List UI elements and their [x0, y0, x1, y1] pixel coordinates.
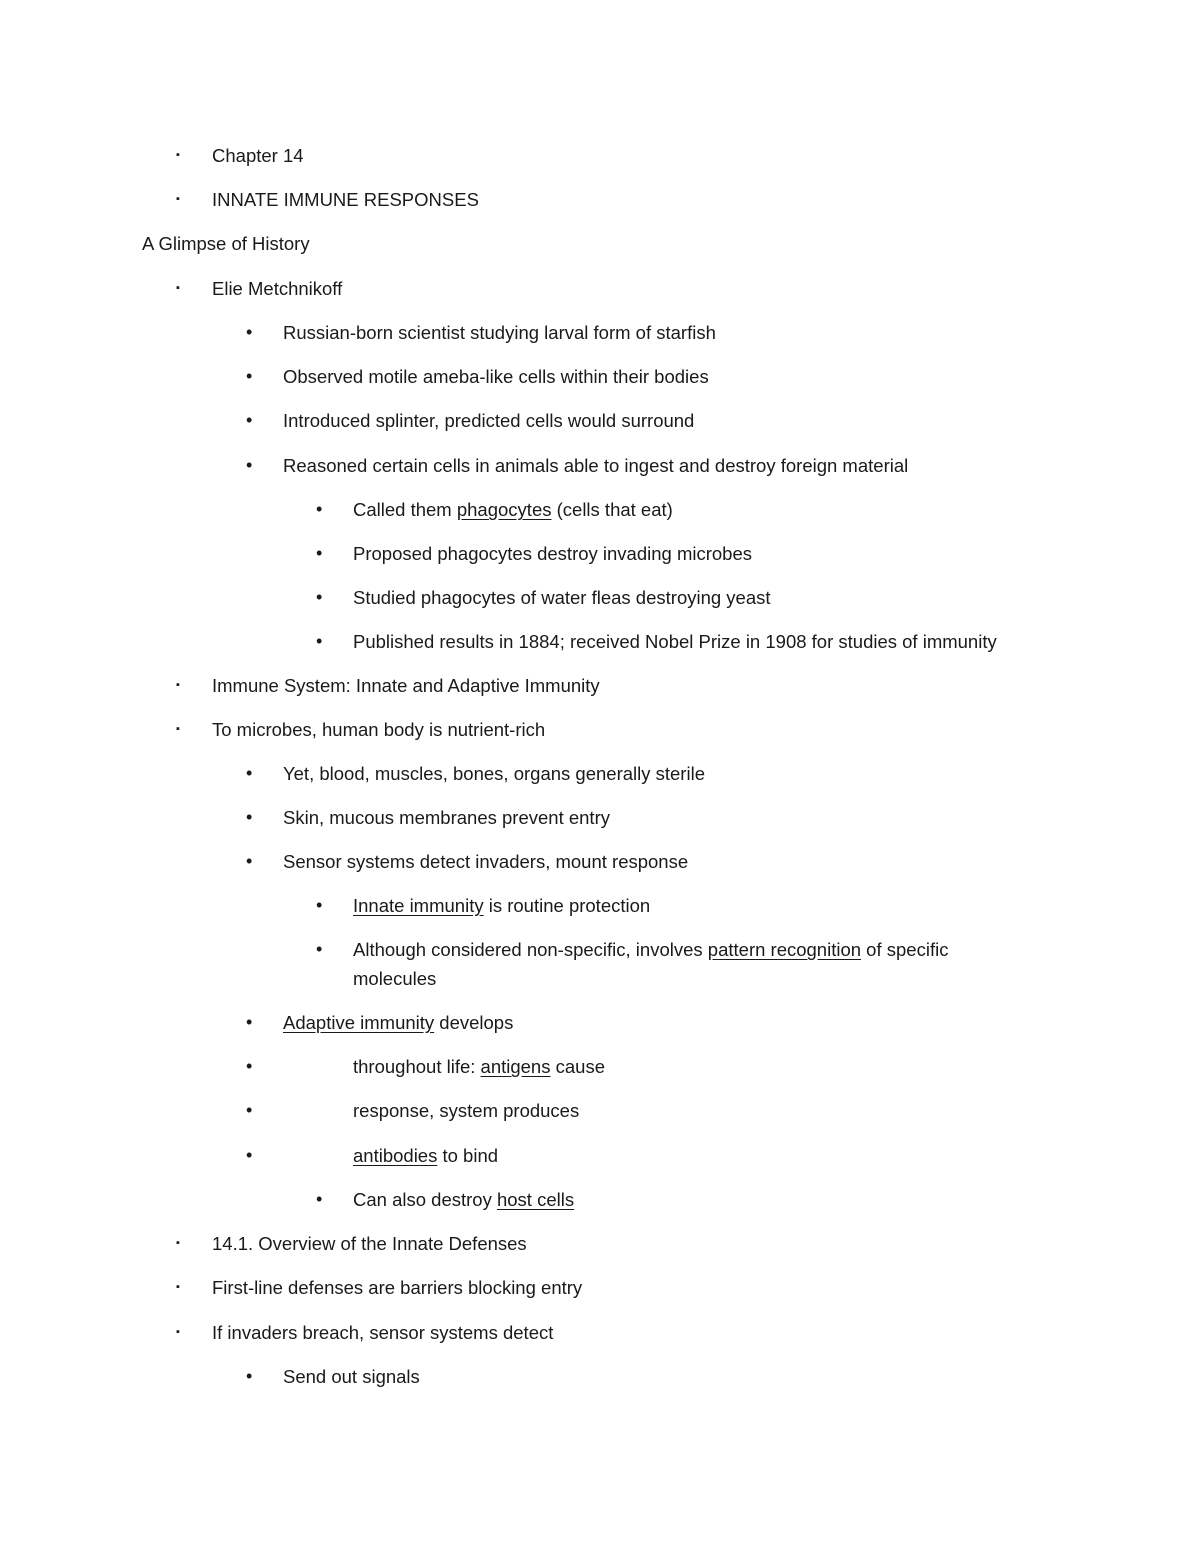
list-item: response, system produces	[353, 1100, 580, 1121]
square-bullet-icon: ▪	[176, 1237, 180, 1249]
square-bullet-icon: ▪	[176, 723, 180, 735]
square-bullet-icon: ▪	[176, 679, 180, 691]
list-item: Proposed phagocytes destroy invading microbes	[353, 543, 753, 564]
dot-bullet-icon: •	[316, 631, 323, 651]
dot-bullet-icon: •	[246, 1366, 253, 1386]
dot-bullet-icon: •	[246, 1100, 253, 1120]
list-item: Although considered non-specific, involves pattern recognition of specific	[353, 939, 949, 960]
dot-bullet-icon: •	[246, 1145, 253, 1165]
square-bullet-icon: ▪	[176, 1281, 180, 1293]
dot-bullet-icon: •	[316, 499, 323, 519]
antibodies-term: antibodies	[353, 1145, 438, 1166]
square-bullet-icon: ▪	[176, 1326, 180, 1338]
dot-bullet-icon: •	[316, 939, 323, 959]
list-item: Published results in 1884; received Nobel Prize in 1908 for studies of immunity	[353, 631, 997, 652]
list-item: Called them phagocytes (cells that eat)	[353, 499, 673, 520]
dot-bullet-icon: •	[316, 587, 323, 607]
list-item: First-line defenses are barriers blocking entry	[212, 1277, 583, 1298]
list-item: antibodies to bind	[353, 1145, 499, 1166]
list-item: Skin, mucous membranes prevent entry	[283, 807, 610, 828]
phagocytes-term: phagocytes	[456, 499, 552, 520]
dot-bullet-icon: •	[246, 455, 253, 475]
list-item: Reasoned certain cells in animals able to ingest and destroy foreign material	[283, 455, 909, 476]
list-item: Can also destroy host cells	[353, 1189, 575, 1210]
square-bullet-icon: ▪	[176, 149, 180, 161]
list-item: Yet, blood, muscles, bones, organs generally sterile	[283, 763, 705, 784]
list-item: Send out signals	[283, 1366, 420, 1387]
list-item: Sensor systems detect invaders, mount response	[283, 851, 689, 872]
list-item: Observed motile ameba-like cells within their bodies	[283, 366, 709, 387]
dot-bullet-icon: •	[316, 895, 323, 915]
list-item: Innate immunity is routine protection	[353, 895, 651, 916]
innate-immunity-term: Innate immunity	[353, 895, 484, 916]
list-item: If invaders breach, sensor systems detect	[212, 1322, 554, 1343]
list-item: Russian-born scientist studying larval form of starfish	[283, 322, 716, 343]
dot-bullet-icon: •	[246, 851, 253, 871]
list-item: To microbes, human body is nutrient-rich	[212, 719, 546, 740]
dot-bullet-icon: •	[246, 366, 253, 386]
dot-bullet-icon: •	[246, 1012, 253, 1032]
immune-heading: Immune System: Innate and Adaptive Immunity	[212, 675, 600, 696]
dot-bullet-icon: •	[316, 1189, 323, 1209]
dot-bullet-icon: •	[246, 410, 253, 430]
list-item: Introduced splinter, predicted cells would surround	[283, 410, 695, 431]
list-item: Studied phagocytes of water fleas destroying yeast	[353, 587, 771, 608]
adaptive-immunity-term: Adaptive immunity	[283, 1012, 435, 1033]
list-item: throughout life: antigens cause	[353, 1056, 605, 1077]
history-heading: A Glimpse of History	[142, 233, 310, 254]
dot-bullet-icon: •	[316, 543, 323, 563]
list-item: Adaptive immunity develops	[283, 1012, 514, 1033]
person-name: Elie Metchnikoff	[212, 278, 343, 299]
dot-bullet-icon: •	[246, 322, 253, 342]
dot-bullet-icon: •	[246, 1056, 253, 1076]
host-cells-term: host cells	[496, 1189, 575, 1210]
chapter-subtitle: INNATE IMMUNE RESPONSES	[212, 189, 479, 210]
pattern-recognition-term: pattern recognition	[707, 939, 862, 960]
overview-heading: 14.1. Overview of the Innate Defenses	[212, 1233, 527, 1254]
antigens-term: antigens	[480, 1056, 551, 1077]
list-item-continuation: molecules	[353, 968, 437, 989]
dot-bullet-icon: •	[246, 763, 253, 783]
chapter-title: Chapter 14	[212, 145, 304, 166]
square-bullet-icon: ▪	[176, 193, 180, 205]
square-bullet-icon: ▪	[176, 282, 180, 294]
dot-bullet-icon: •	[246, 807, 253, 827]
